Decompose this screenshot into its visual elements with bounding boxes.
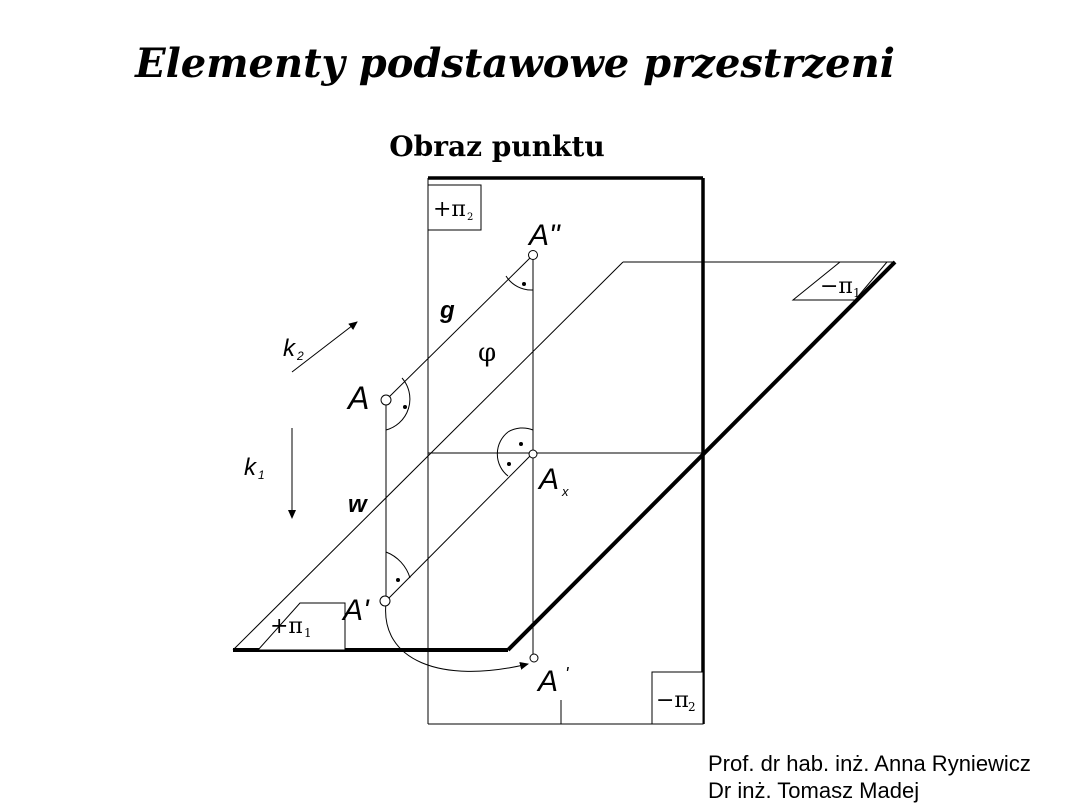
label-minus-pi1-text: −π: [820, 274, 853, 299]
projector-g: [386, 255, 533, 400]
authors: [708, 750, 1031, 804]
label-A-prime: A': [343, 594, 369, 627]
label-k1: k: [244, 454, 256, 481]
label-plus-pi2: [428, 185, 481, 230]
point-A: [381, 395, 391, 405]
point-A-x: [529, 450, 537, 458]
label-k2-sub: 2: [297, 349, 304, 363]
points: [380, 251, 538, 663]
label-A-bottom: A: [538, 665, 559, 698]
label-minus-pi2: [652, 672, 703, 724]
diagram-subtitle: Obraz punktu: [389, 130, 605, 163]
slide-title: Elementy podstawowe przestrzeni: [135, 40, 895, 87]
direction-k2: [283, 322, 357, 372]
label-plus-pi1: [258, 603, 345, 650]
author-line-2: Dr inż. Tomasz Madej: [708, 778, 920, 803]
label-minus-pi1-sub: 1: [853, 286, 861, 300]
right-angle-dots: [396, 282, 526, 582]
label-minus-pi2-text: −π: [656, 688, 689, 713]
label-plus-pi1-sub: 1: [304, 626, 312, 640]
label-plus-pi2-sub: 2: [467, 212, 474, 223]
rotation-arc: [386, 603, 528, 671]
label-plus-pi2-text: +π: [433, 197, 466, 222]
vertical-plane-pi2: [428, 178, 703, 724]
point-A-prime: [380, 596, 390, 606]
right-angle-marks: [386, 276, 533, 578]
label-plus-pi1-text: +π: [270, 614, 303, 639]
horizontal-plane-pi1: [233, 262, 895, 650]
label-k1-sub: 1: [258, 468, 265, 482]
label-A-x-sub: x: [562, 484, 569, 499]
label-A-x: A: [539, 463, 560, 496]
label-w: w: [348, 491, 367, 518]
direction-k1: [244, 428, 292, 518]
label-A: A: [348, 380, 370, 416]
point-A-bottom: [530, 654, 538, 662]
label-k2: k: [283, 335, 295, 362]
label-phi: φ: [478, 338, 497, 368]
label-A-bottom-mark: ': [565, 664, 569, 684]
label-g: g: [440, 297, 455, 324]
label-minus-pi1: [793, 262, 887, 300]
author-line-1: Prof. dr hab. inż. Anna Ryniewicz: [708, 751, 1031, 776]
label-minus-pi2-sub: 2: [688, 700, 696, 714]
label-A-double-prime: A": [529, 219, 560, 252]
